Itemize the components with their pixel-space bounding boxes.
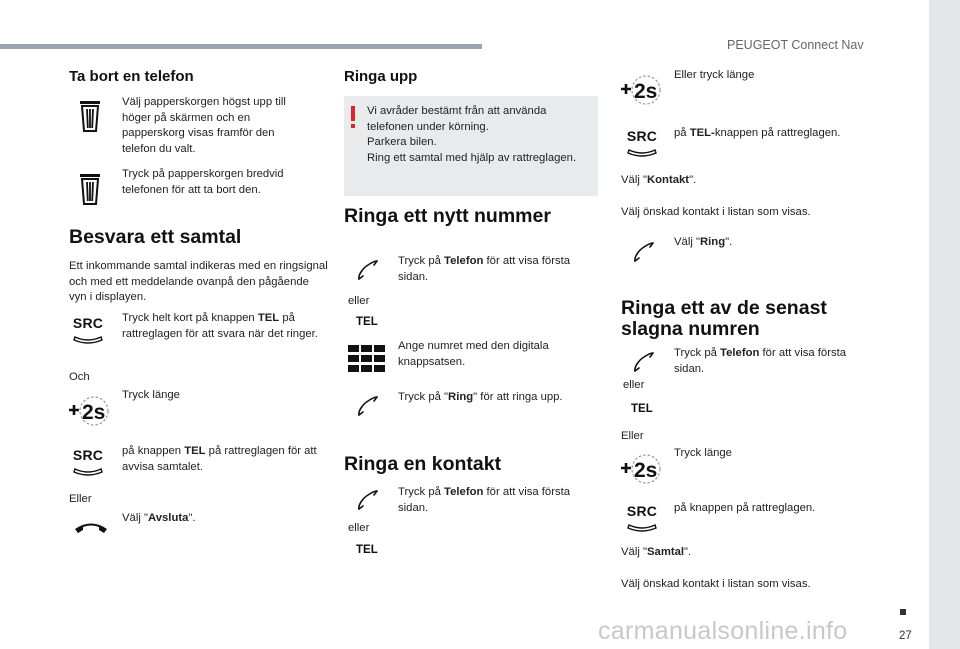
number-step-3: Tryck på "Ring" för att ringa upp. [398, 391, 563, 403]
src-button-icon: SRC [69, 315, 107, 345]
tel-label: TEL [356, 316, 378, 328]
src-button-icon: SRC [69, 447, 107, 477]
section-title-call: Ringa upp [344, 68, 418, 85]
warning-icon [351, 106, 355, 128]
answer-och: Och [69, 371, 90, 383]
contact-step-5: Välj önskad kontakt i listan som visas. [621, 206, 811, 218]
number-step-2: Ange numret med den digitala knappsatsen. [398, 340, 549, 368]
svg-text:2s: 2s [634, 459, 658, 482]
number-step-1: Tryck på Telefon för att visa första sidan. [398, 255, 571, 283]
handset-icon [356, 394, 380, 418]
trash-icon [79, 173, 101, 205]
answer-step-4: Välj "Avsluta". [122, 512, 196, 524]
contact-step-6: Välj "Ring". [674, 236, 733, 248]
page-marker [900, 609, 906, 615]
section-title-number: Ringa ett nytt nummer [344, 205, 551, 227]
tel-label: TEL [631, 403, 653, 415]
svg-text:2s: 2s [82, 401, 106, 424]
src-button-icon: SRC [623, 503, 661, 533]
remove-text-2: Tryck på papperskorgen bredvid telefonen för att ta bort den. [122, 168, 284, 196]
long-press-2s-icon [620, 74, 664, 106]
recent-step-4: Välj "Samtal". [621, 546, 692, 558]
contact-step-4: Välj "Kontakt". [621, 174, 697, 186]
long-press-2s-icon [620, 453, 664, 485]
src-button-icon: SRC [623, 128, 661, 158]
recent-step-5: Välj önskad kontakt i listan som visas. [621, 578, 811, 590]
contact-step-2: Eller tryck länge [674, 69, 755, 81]
contact-step-1: Tryck på Telefon för att visa första sidan. [398, 486, 571, 514]
handset-icon [632, 350, 656, 374]
answer-step-1: Tryck helt kort på knappen TEL på rattreglagen för att svara när det ringer. [122, 312, 318, 340]
answer-step-2: Tryck länge [122, 389, 180, 401]
warning-text: Vi avråder bestämt från att använda telefonen under körning. Parkera bilen. Ring ett samtal med hjälp av rattreglagen. [367, 105, 577, 164]
contact-eller: eller [348, 522, 370, 534]
recent-step-2: Tryck länge [674, 447, 732, 459]
answer-eller: Eller [69, 493, 92, 505]
handset-icon [356, 258, 380, 282]
header-title: PEUGEOT Connect Nav [727, 38, 864, 52]
recent-step-1: Tryck på Telefon för att visa första sidan. [674, 347, 847, 375]
side-strip [929, 0, 960, 649]
warning-box [344, 96, 598, 196]
recent-eller-small: eller [623, 379, 645, 391]
number-eller: eller [348, 295, 370, 307]
section-title-remove: Ta bort en telefon [69, 68, 194, 85]
hang-up-icon [72, 520, 110, 534]
answer-intro: Ett inkommande samtal indikeras med en ringsignal och med ett meddelande ovanpå den pågående vyn i displayen. [69, 260, 328, 303]
remove-text-1: Välj papperskorgen högst upp till höger på skärmen och en papperskorg visas framför den telefon du valt. [122, 96, 286, 155]
recent-step-3: på knappen på rattreglagen. [674, 502, 816, 514]
section-title-contact: Ringa en kontakt [344, 453, 502, 475]
watermark: carmanualsonline.info [598, 617, 848, 645]
answer-step-3: på knappen TEL på rattreglagen för att avvisa samtalet. [122, 445, 317, 473]
page-number: 27 [899, 630, 912, 642]
contact-step-3: på TEL-knappen på rattreglagen. [674, 127, 841, 139]
trash-icon [79, 100, 101, 132]
section-title-answer: Besvara ett samtal [69, 226, 242, 248]
tel-label: TEL [356, 544, 378, 556]
handset-icon [632, 240, 656, 264]
header-bar [0, 44, 482, 49]
handset-icon [356, 488, 380, 512]
long-press-2s-icon [68, 395, 112, 427]
section-title-recent: Ringa ett av de senast slagna numren [621, 297, 827, 340]
recent-eller: Eller [621, 430, 644, 442]
svg-text:2s: 2s [634, 80, 658, 103]
keypad-icon [348, 345, 386, 372]
